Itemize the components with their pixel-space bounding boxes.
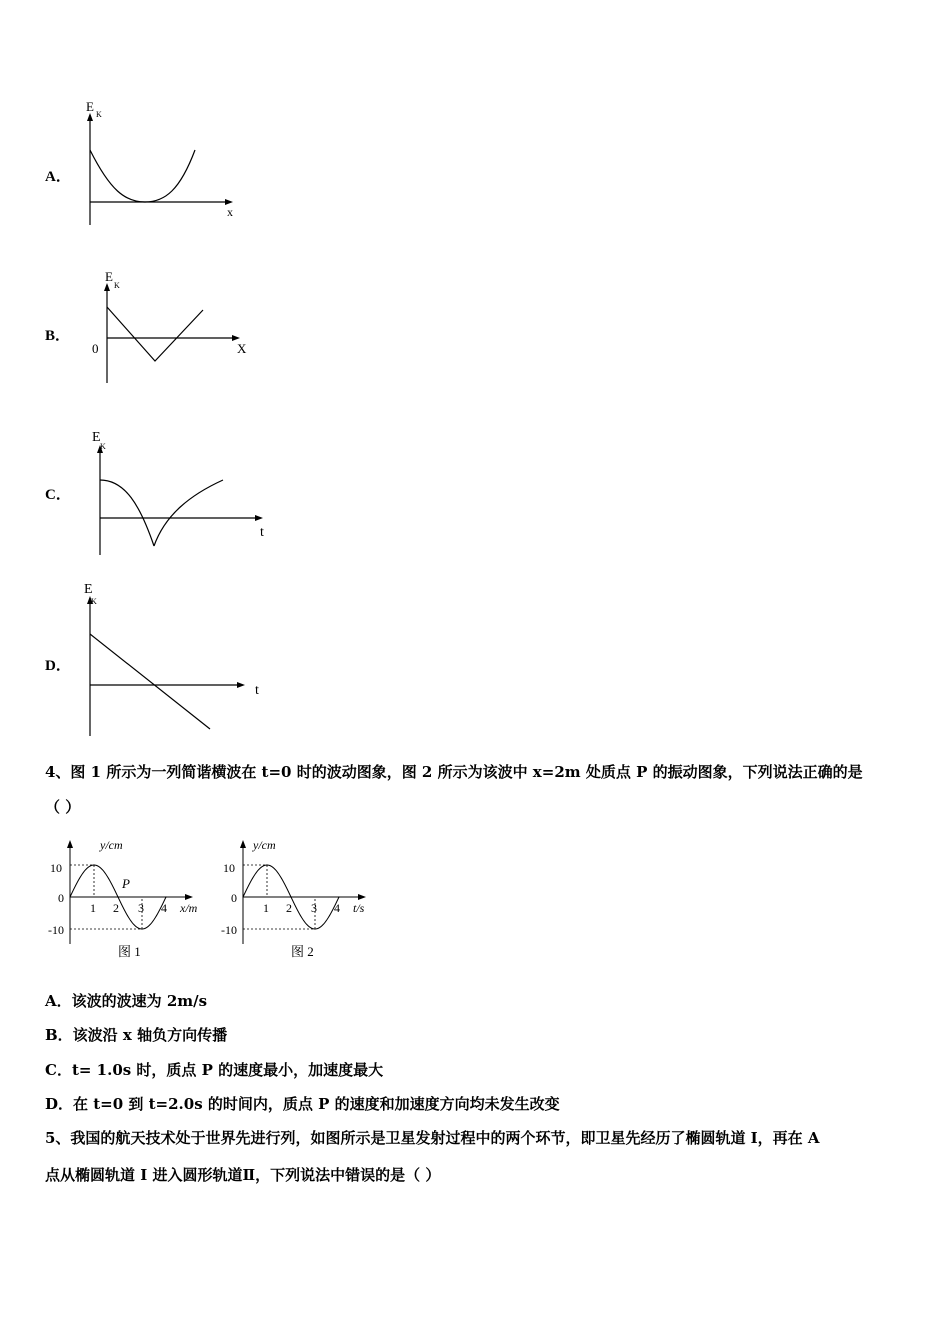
fig2-ytick-10: 10	[223, 861, 235, 875]
fig1-data-point	[141, 928, 142, 929]
fig2-ylabel: y/cm	[253, 838, 276, 852]
xlabel: x	[227, 205, 233, 219]
fig1-xtick-4: 4	[161, 901, 167, 915]
fig2-data-point	[314, 928, 315, 929]
q4-stem-line1: 4、图 1 所示为一列简谐横波在 t=0 时的波动图象，图 2 所示为该波中 x=2m 处质点 P 的振动图象，下列说法正确的是	[45, 763, 863, 781]
option-c-graph	[80, 425, 280, 560]
q5-stem-line2: 点从椭圆轨道 I 进入圆形轨道Ⅱ，下列说法中错误的是（ ）	[45, 1166, 441, 1184]
fig2-xtick-3: 3	[311, 901, 317, 915]
fig1-data-point	[117, 896, 118, 897]
fig2-xtick-2: 2	[286, 901, 292, 915]
ysub: K	[100, 442, 106, 451]
q4-option-a: A．该波的波速为 2m/s	[45, 992, 208, 1010]
fig1-data-point	[69, 896, 70, 897]
ysub: K	[91, 597, 97, 606]
q4-option-d: D．在 t=0 到 t=2.0s 的时间内，质点 P 的速度和加速度方向均未发生改变	[45, 1095, 560, 1113]
fig1-caption: 图 1	[118, 944, 141, 959]
ysub: K	[114, 281, 120, 290]
fig1-xtick-3: 3	[138, 901, 144, 915]
xlabel: t	[255, 683, 259, 698]
fig2-xtick-1: 1	[263, 901, 269, 915]
q4-figure-1	[45, 832, 210, 964]
q4-option-c: C．t= 1.0s 时，质点 P 的速度最小，加速度最大	[45, 1061, 384, 1079]
fig1-data-point	[93, 864, 94, 865]
option-d-graph	[70, 578, 280, 740]
option-a-graph	[70, 95, 270, 235]
fig2-data-point	[242, 896, 243, 897]
option-d-label: D．	[45, 658, 71, 674]
fig1-ytick-0: 0	[58, 891, 64, 905]
fig2-data-point	[338, 896, 339, 897]
ylabel: E	[105, 269, 113, 284]
option-b-label: B．	[45, 328, 71, 344]
ylabel: E	[92, 430, 101, 445]
fig1-xlabel: x/m	[180, 901, 198, 915]
xlabel: X	[237, 341, 247, 356]
q4-stem-line2: （ ）	[45, 798, 81, 816]
ylabel: E	[84, 582, 93, 597]
option-c-label: C．	[45, 487, 71, 503]
fig1-ytick-10: 10	[50, 861, 62, 875]
fig1-data-point	[165, 896, 166, 897]
fig2-xtick-4: 4	[334, 901, 340, 915]
q4-option-b: B．该波沿 x 轴负方向传播	[45, 1026, 228, 1044]
fig1-point-p: P	[122, 876, 130, 891]
q5-stem-line1: 5、我国的航天技术处于世界先进行列，如图所示是卫星发射过程中的两个环节，即卫星先经历了椭圆轨道 I，再在 A	[45, 1129, 820, 1147]
ysub: K	[96, 110, 102, 119]
fig1-xtick-2: 2	[113, 901, 119, 915]
fig2-ytick-neg10: -10	[221, 923, 237, 937]
fig2-data-point	[266, 864, 267, 865]
option-a-label: A．	[45, 169, 71, 185]
fig2-xlabel: t/s	[353, 901, 365, 915]
fig1-ylabel: y/cm	[100, 838, 123, 852]
fig1-ytick-neg10: -10	[48, 923, 64, 937]
fig2-caption: 图 2	[291, 944, 314, 959]
q4-figure-2	[218, 832, 383, 964]
fig2-data-point	[290, 896, 291, 897]
ylabel: E	[86, 99, 94, 114]
origin-label: 0	[92, 341, 99, 356]
fig2-ytick-0: 0	[231, 891, 237, 905]
fig1-xtick-1: 1	[90, 901, 96, 915]
xlabel: t	[260, 525, 264, 540]
option-b-graph	[85, 265, 265, 390]
